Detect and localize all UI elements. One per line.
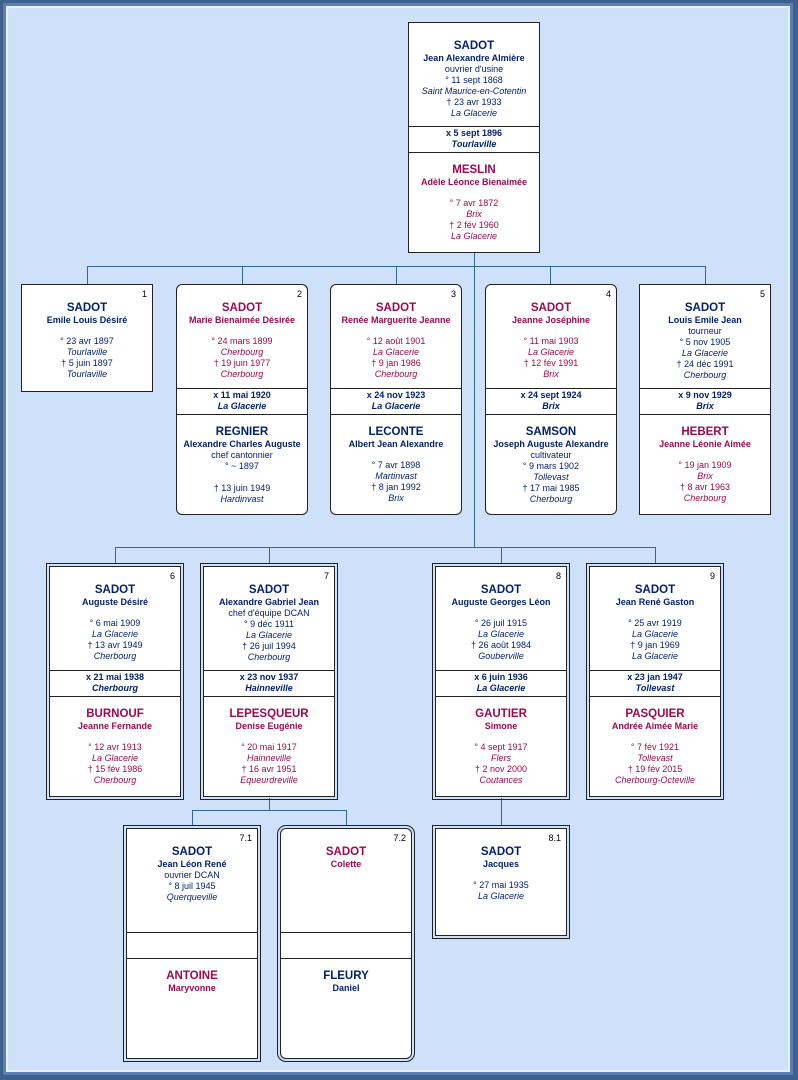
spouse-death-place: Cherbourg-Octeville <box>614 775 696 785</box>
marriage-place: Brix <box>542 401 560 411</box>
death-date: † 26 août 1984 <box>470 640 532 650</box>
birth-place: La Glacerie <box>372 347 420 357</box>
person-surname: SADOT <box>248 584 290 596</box>
spouse-birth-place: Martinvast <box>375 471 417 481</box>
child-number: 7 <box>323 571 329 581</box>
birth-date: ° 26 juil 1915 <box>474 618 528 628</box>
spouse-death-date: † 8 jan 1992 <box>371 482 421 492</box>
death-date: † 24 déc 1991 <box>676 359 734 369</box>
spouse-birth-date: ° 7 avr 1872 <box>449 198 499 208</box>
spouse-given-names: Alexandre Charles Auguste <box>183 439 301 449</box>
child-number: 9 <box>709 571 715 581</box>
death-place: Cherbourg <box>93 651 137 661</box>
spouse-death-place: La Glacerie <box>450 231 498 241</box>
child-number: 1 <box>141 289 147 299</box>
marriage-date: x 23 nov 1937 <box>239 672 299 682</box>
birth-place: La Glacerie <box>527 347 575 357</box>
marriage-date: x 21 mai 1938 <box>85 672 145 682</box>
marriage-place: Tourlaville <box>451 139 497 149</box>
spouse-death-date: † 19 fév 2015 <box>627 764 683 774</box>
person-surname: SADOT <box>325 846 367 858</box>
spouse-death-place: Brix <box>388 493 404 503</box>
birth-date: ° 5 nov 1905 <box>679 337 731 347</box>
spouse-given-names: Maryvonne <box>168 983 216 993</box>
person-given-names: Emile Louis Désiré <box>46 315 128 325</box>
marriage-place: La Glacerie <box>476 683 526 693</box>
connector <box>655 547 656 564</box>
connector <box>115 547 656 548</box>
connector <box>396 266 397 285</box>
person-surname: SADOT <box>530 302 572 314</box>
spouse-birth-date: ° 4 sept 1917 <box>474 742 528 752</box>
birth-date: ° 8 juil 1945 <box>168 881 216 891</box>
person-given-names: Jacques <box>482 859 520 869</box>
child-number: 8.1 <box>548 833 561 843</box>
marriage-place: Cherbourg <box>92 683 138 693</box>
birth-date: ° 27 mai 1935 <box>473 880 529 890</box>
death-date: † 5 juin 1897 <box>61 358 113 368</box>
spouse-given-names: Denise Eugénie <box>235 721 303 731</box>
spouse-birth-place: Tollevast <box>637 753 673 763</box>
spouse-birth-place: Brix <box>697 471 713 481</box>
spouse-birth-place: Brix <box>466 209 482 219</box>
spouse-death-place: Hardinvast <box>220 494 264 504</box>
person-given-names: Jean Alexandre Almière <box>423 53 525 63</box>
spouse-death-place: Equeurdreville <box>240 775 298 785</box>
birth-place: Saint Maurice-en-Cotentin <box>421 86 527 96</box>
person-given-names: Jean René Gaston <box>615 597 695 607</box>
spouse-birth-place: Hainneville <box>246 753 292 763</box>
birth-date: ° 23 avr 1897 <box>60 336 114 346</box>
spouse-surname: SAMSON <box>525 426 577 438</box>
person-surname: SADOT <box>634 584 676 596</box>
death-place: Brix <box>543 369 559 379</box>
death-place: Cherbourg <box>683 370 727 380</box>
spouse-given-names: Adèle Léonce Bienaimée <box>420 177 528 187</box>
person-given-names: Renée Marguerite Jeanne <box>341 315 451 325</box>
marriage-date: x 24 nov 1923 <box>366 390 426 400</box>
death-place: La Glacerie <box>631 651 679 661</box>
spouse-birth-date: ° 7 fév 1921 <box>630 742 680 752</box>
spouse-surname: REGNIER <box>215 426 269 438</box>
spouse-birth-place: La Glacerie <box>91 753 139 763</box>
spouse-birth-date: ° 19 jan 1909 <box>678 460 732 470</box>
death-place: La Glacerie <box>450 108 498 118</box>
birth-place: Tourlaville <box>66 347 108 357</box>
marriage-place: Brix <box>696 401 714 411</box>
marriage-date: x 5 sept 1896 <box>445 128 503 138</box>
spouse-surname: LECONTE <box>368 426 424 438</box>
spouse-surname: FLEURY <box>323 970 369 982</box>
connector <box>550 266 551 285</box>
person-surname: SADOT <box>221 302 263 314</box>
marriage-date: x 24 sept 1924 <box>520 390 582 400</box>
connector <box>705 266 706 285</box>
child-number: 7.2 <box>393 833 406 843</box>
spouse-death-date: † 15 fév 1986 <box>87 764 143 774</box>
birth-place: Querqueville <box>166 892 218 902</box>
person-given-names: Marie Bienaimée Désirée <box>188 315 296 325</box>
child-card-4[interactable] <box>485 284 617 515</box>
marriage-place: La Glacerie <box>217 401 267 411</box>
death-place: Tourlaville <box>66 369 108 379</box>
child-card-9[interactable] <box>589 566 721 797</box>
birth-date: ° 9 déc 1911 <box>244 619 294 629</box>
birth-place: La Glacerie <box>477 891 525 901</box>
child-number: 3 <box>450 289 456 299</box>
child-card-1[interactable] <box>21 284 153 392</box>
person-occupation: ouvrier d'usine <box>444 64 504 74</box>
spouse-birth-date: ° 7 avr 1898 <box>371 460 421 470</box>
person-given-names: Louis Emile Jean <box>668 315 742 325</box>
person-surname: SADOT <box>375 302 417 314</box>
spouse-given-names: Jeanne Léonie Aimée <box>659 439 751 449</box>
spouse-birth-date: ° ~ 1897 <box>225 461 259 471</box>
child-card-7[interactable] <box>203 566 335 797</box>
birth-date: ° 12 août 1901 <box>366 336 426 346</box>
birth-date: ° 11 mai 1903 <box>523 336 579 346</box>
root-couple-card[interactable] <box>408 22 540 253</box>
birth-place: La Glacerie <box>631 629 679 639</box>
spouse-birth-place: Tollevast <box>533 472 569 482</box>
child-number: 2 <box>296 289 302 299</box>
spouse-surname: LEPESQUEUR <box>229 708 309 720</box>
grandchild-card-7-2[interactable] <box>280 828 412 1059</box>
spouse-surname: ANTOINE <box>166 970 218 982</box>
spouse-given-names: Jeanne Fernande <box>77 721 153 731</box>
connector <box>242 266 243 285</box>
grandchild-card-8-1[interactable] <box>435 828 567 936</box>
birth-place: La Glacerie <box>245 630 293 640</box>
connector <box>501 798 502 826</box>
spouse-death-date: † 2 nov 2000 <box>474 764 528 774</box>
child-card-8[interactable] <box>435 566 567 797</box>
death-place: Cherbourg <box>247 652 291 662</box>
person-surname: SADOT <box>66 302 108 314</box>
spouse-death-place: Cherbourg <box>93 775 137 785</box>
person-given-names: Jean Léon René <box>157 859 227 869</box>
marriage-date: x 6 juin 1936 <box>474 672 528 682</box>
spouse-death-date: † 2 fév 1960 <box>449 220 499 230</box>
spouse-given-names: Albert Jean Alexandre <box>348 439 444 449</box>
connector <box>474 252 475 267</box>
connector <box>269 798 270 810</box>
connector <box>115 547 116 564</box>
marriage-date: x 23 jan 1947 <box>627 672 683 682</box>
spouse-given-names: Joseph Auguste Alexandre <box>493 439 609 449</box>
spouse-surname: GAUTIER <box>475 708 527 720</box>
marriage-place: Hainneville <box>245 683 293 693</box>
person-given-names: Colette <box>330 859 362 869</box>
spouse-surname: MESLIN <box>452 164 496 176</box>
child-card-5[interactable] <box>639 284 771 515</box>
connector <box>192 810 193 826</box>
spouse-birth-date: ° 9 mars 1902 <box>522 461 580 471</box>
spouse-death-place: Coutances <box>479 775 523 785</box>
spouse-surname: HEBERT <box>681 426 729 438</box>
connector <box>474 266 475 548</box>
birth-date: ° 6 mai 1909 <box>89 618 141 628</box>
connector <box>501 547 502 564</box>
birth-date: ° 24 mars 1899 <box>211 336 273 346</box>
connector <box>87 266 88 285</box>
person-given-names: Auguste Désiré <box>81 597 149 607</box>
person-occupation: chef d'équipe DCAN <box>228 608 310 618</box>
person-occupation: ouvrier DCAN <box>164 870 220 880</box>
child-number: 8 <box>555 571 561 581</box>
grandchild-card-7-1[interactable] <box>126 828 258 1059</box>
birth-place: La Glacerie <box>681 348 729 358</box>
person-surname: SADOT <box>453 40 495 52</box>
marriage-place: La Glacerie <box>371 401 421 411</box>
birth-place: La Glacerie <box>477 629 525 639</box>
person-surname: SADOT <box>480 584 522 596</box>
death-place: Cherbourg <box>374 369 418 379</box>
spouse-occupation: cultivateur <box>530 450 572 460</box>
person-surname: SADOT <box>480 846 522 858</box>
spouse-death-date: † 8 avr 1963 <box>679 482 731 492</box>
death-date: † 19 juin 1977 <box>213 358 271 368</box>
spouse-birth-date: ° 12 avr 1913 <box>88 742 142 752</box>
birth-place: Cherbourg <box>220 347 264 357</box>
marriage-date: x 11 mai 1920 <box>213 390 271 400</box>
person-given-names: Auguste Georges Léon <box>451 597 551 607</box>
birth-date: ° 11 sept 1868 <box>445 75 503 85</box>
death-date: † 9 jan 1986 <box>371 358 421 368</box>
spouse-given-names: Daniel <box>332 983 360 993</box>
person-surname: SADOT <box>171 846 213 858</box>
spouse-given-names: Andrée Aimée Marie <box>611 721 699 731</box>
child-number: 7.1 <box>239 833 252 843</box>
death-date: † 9 jan 1969 <box>630 640 680 650</box>
death-place: Cherbourg <box>220 369 264 379</box>
spouse-death-date: † 17 mai 1985 <box>522 483 580 493</box>
marriage-place: Tollevast <box>635 683 675 693</box>
death-date: † 12 fév 1991 <box>523 358 579 368</box>
child-number: 5 <box>759 289 765 299</box>
spouse-given-names: Simone <box>484 721 518 731</box>
death-date: † 23 avr 1933 <box>446 97 502 107</box>
child-number: 6 <box>169 571 175 581</box>
spouse-occupation: chef cantonnier <box>211 450 273 460</box>
person-given-names: Jeanne Joséphine <box>511 315 591 325</box>
person-surname: SADOT <box>94 584 136 596</box>
birth-date: ° 25 avr 1919 <box>628 618 682 628</box>
child-card-3[interactable] <box>330 284 462 515</box>
spouse-birth-date: ° 20 mai 1917 <box>241 742 297 752</box>
death-date: † 13 avr 1949 <box>87 640 143 650</box>
spouse-surname: PASQUIER <box>625 708 685 720</box>
person-surname: SADOT <box>684 302 726 314</box>
child-card-2[interactable] <box>176 284 308 515</box>
person-occupation: tourneur <box>688 326 722 336</box>
spouse-death-date: † 16 avr 1951 <box>241 764 297 774</box>
connector <box>346 810 347 826</box>
death-date: † 26 juil 1994 <box>242 641 296 651</box>
death-place: Gouberville <box>478 651 524 661</box>
spouse-death-date: † 13 juin 1949 <box>213 483 271 493</box>
connector <box>192 810 347 811</box>
spouse-birth-place: Flers <box>491 753 511 763</box>
person-given-names: Alexandre Gabriel Jean <box>218 597 320 607</box>
spouse-death-place: Cherbourg <box>683 493 727 503</box>
marriage-date: x 9 nov 1929 <box>678 390 732 400</box>
connector <box>269 547 270 564</box>
child-card-6[interactable] <box>49 566 181 797</box>
spouse-surname: BURNOUF <box>86 708 144 720</box>
child-number: 4 <box>605 289 611 299</box>
spouse-death-place: Cherbourg <box>529 494 573 504</box>
birth-place: La Glacerie <box>91 629 139 639</box>
